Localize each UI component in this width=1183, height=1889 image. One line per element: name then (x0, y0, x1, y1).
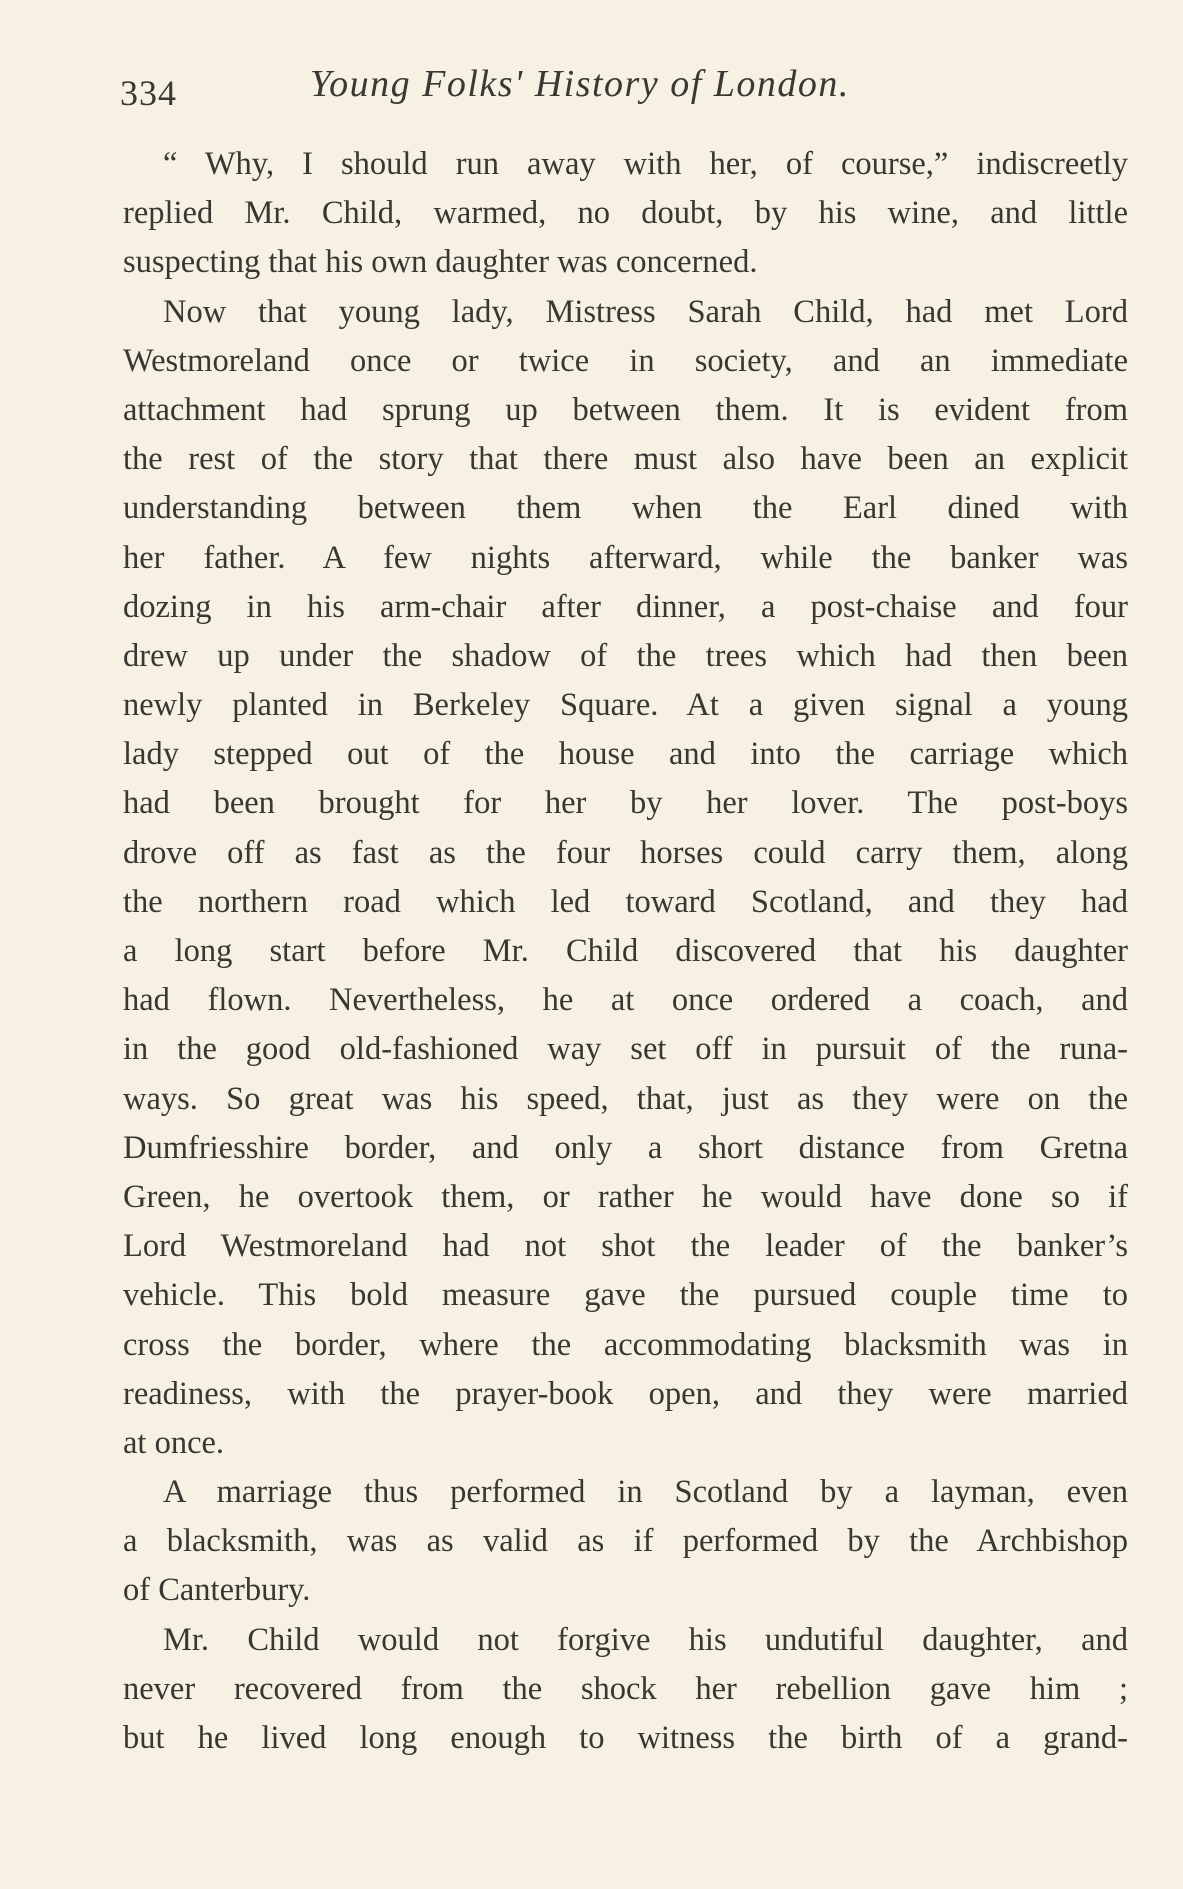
text-line: the northern road which led toward Scotland, and they had (123, 883, 1128, 920)
text-line: newly planted in Berkeley Square. At a given signal a young (123, 687, 1128, 724)
body-text (123, 140, 1128, 1763)
text-line: suspecting that his own daughter was concerned. (123, 244, 758, 281)
text-line: lady stepped out of the house and into the carriage which (123, 736, 1128, 773)
text-line: Now that young lady, Mistress Sarah Child, had met Lord (163, 293, 1128, 330)
text-line: Green, he overtook them, or rather he would have done so if (123, 1178, 1128, 1215)
text-line: never recovered from the shock her rebellion gave him ; (123, 1670, 1128, 1707)
page-header (120, 62, 1130, 122)
text-line: vehicle. This bold measure gave the pursued couple time to (123, 1277, 1128, 1314)
text-line: understanding between them when the Earl dined with (123, 490, 1128, 527)
text-line: a blacksmith, was as valid as if performed by the Archbishop (123, 1523, 1128, 1560)
text-line: Mr. Child would not forgive his undutiful daughter, and (163, 1621, 1128, 1658)
text-line: Lord Westmoreland had not shot the leader of the banker’s (123, 1228, 1128, 1265)
text-line: Dumfriesshire border, and only a short distance from Gretna (123, 1129, 1128, 1166)
text-line: Westmoreland once or twice in society, and an immediate (123, 342, 1128, 379)
text-line: of Canterbury. (123, 1572, 311, 1609)
text-line: attachment had sprung up between them. It is evident from (123, 391, 1128, 428)
text-line: had flown. Nevertheless, he at once ordered a coach, and (123, 982, 1128, 1019)
text-line: the rest of the story that there must also have been an explicit (123, 441, 1128, 478)
text-line: a long start before Mr. Child discovered that his daughter (123, 933, 1128, 969)
text-line: drew up under the shadow of the trees which had then been (123, 637, 1128, 674)
text-line: but he lived long enough to witness the birth of a grand- (123, 1720, 1128, 1756)
text-line: her father. A few nights afterward, while the banker was (123, 539, 1128, 576)
text-line: had been brought for her by her lover. The post-boys (123, 785, 1128, 822)
running-title: Young Folks' History of London. (310, 63, 850, 105)
text-line: “ Why, I should run away with her, of course,” indiscreetly (163, 146, 1128, 182)
text-line: in the good old-fashioned way set off in pursuit of the runa- (123, 1031, 1128, 1068)
page-number: 334 (120, 73, 177, 113)
paragraph (123, 288, 1128, 1469)
text-line: cross the border, where the accommodating blacksmith was in (123, 1326, 1128, 1363)
text-line: dozing in his arm-chair after dinner, a post-chaise and four (123, 588, 1128, 625)
text-line: A marriage thus performed in Scotland by a layman, even (163, 1474, 1128, 1511)
paragraph (123, 1616, 1128, 1764)
text-line: readiness, with the prayer-book open, and they were married (123, 1375, 1128, 1412)
text-line: ways. So great was his speed, that, just as they were on the (123, 1080, 1128, 1117)
paragraph (123, 140, 1128, 288)
text-line: at once. (123, 1424, 225, 1461)
paragraph (123, 1468, 1128, 1616)
text-line: replied Mr. Child, warmed, no doubt, by his wine, and little (123, 195, 1128, 232)
text-line: drove off as fast as the four horses could carry them, along (123, 834, 1128, 871)
